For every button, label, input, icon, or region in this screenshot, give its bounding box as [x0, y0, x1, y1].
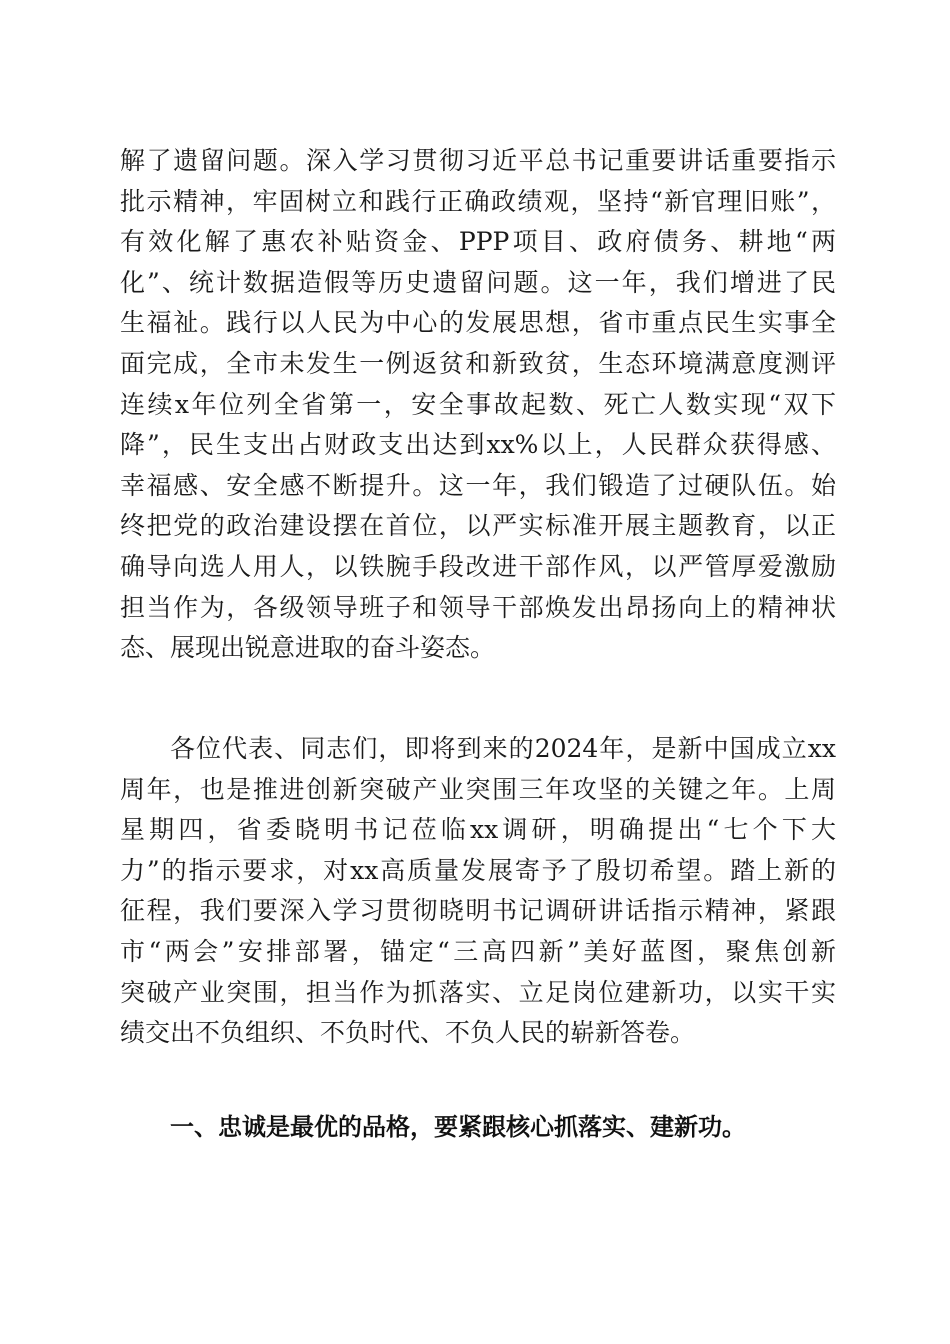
paragraph-1-line: 幸福感、安全感不断提升。这一年，我们锻造了过硬队伍。始: [120, 470, 836, 500]
paragraph-2: [120, 729, 836, 1054]
paragraph-1-line: 化”、统计数据造假等历史遗留问题。这一年，我们增进了民: [120, 267, 836, 297]
section-heading: 一、忠诚是最优的品格，要紧跟核心抓落实、建新功。: [170, 1113, 746, 1141]
paragraph-1-line: 面完成，全市未发生一例返贫和新致贫，生态环境满意度测评: [120, 348, 836, 378]
paragraph-1-line: 解了遗留问题。深入学习贯彻习近平总书记重要讲话重要指示: [120, 146, 836, 175]
paragraph-2-line: 力”的指示要求，对xx高质量发展寄予了殷切希望。踏上新的: [120, 855, 836, 885]
paragraph-1-line: 连续x年位列全省第一，安全事故起数、死亡人数实现“双下: [120, 389, 836, 419]
paragraph-2-line: 绩交出不负组织、不负时代、不负人民的崭新答卷。: [120, 1018, 696, 1048]
paragraph-1: [120, 141, 836, 669]
paragraph-2-line: 各位代表、同志们，即将到来的2024年，是新中国成立xx: [170, 734, 836, 763]
paragraph-1-line: 确导向选人用人，以铁腕手段改进干部作风，以严管厚爱激励: [120, 551, 836, 581]
paragraph-1-line: 担当作为，各级领导班子和领导干部焕发出昂扬向上的精神状: [120, 592, 836, 622]
paragraph-1-line: 生福祉。践行以人民为中心的发展思想，省市重点民生实事全: [120, 308, 836, 338]
paragraph-2-line: 市“两会”安排部署，锚定“三高四新”美好蓝图，聚焦创新: [120, 936, 836, 966]
paragraph-2-line: 征程，我们要深入学习贯彻晓明书记调研讲话指示精神，紧跟: [120, 896, 836, 926]
paragraph-1-line: 态、展现出锐意进取的奋斗姿态。: [120, 633, 496, 663]
paragraph-1-line: 批示精神，牢固树立和践行正确政绩观，坚持“新官理旧账”，: [120, 186, 836, 216]
paragraph-2-line: 周年，也是推进创新突破产业突围三年攻坚的关键之年。上周: [120, 774, 836, 804]
paragraph-1-line: 有效化解了惠农补贴资金、PPP项目、政府债务、耕地“两: [120, 227, 836, 257]
paragraph-1-line: 降”，民生支出占财政支出达到xx%以上，人民群众获得感、: [120, 430, 836, 460]
paragraph-1-line: 终把党的政治建设摆在首位，以严实标准开展主题教育，以正: [120, 511, 836, 541]
paragraph-2-line: 突破产业突围，担当作为抓落实、立足岗位建新功，以实干实: [120, 977, 836, 1007]
paragraph-2-line: 星期四，省委晓明书记莅临xx调研，明确提出“七个下大: [120, 815, 836, 845]
